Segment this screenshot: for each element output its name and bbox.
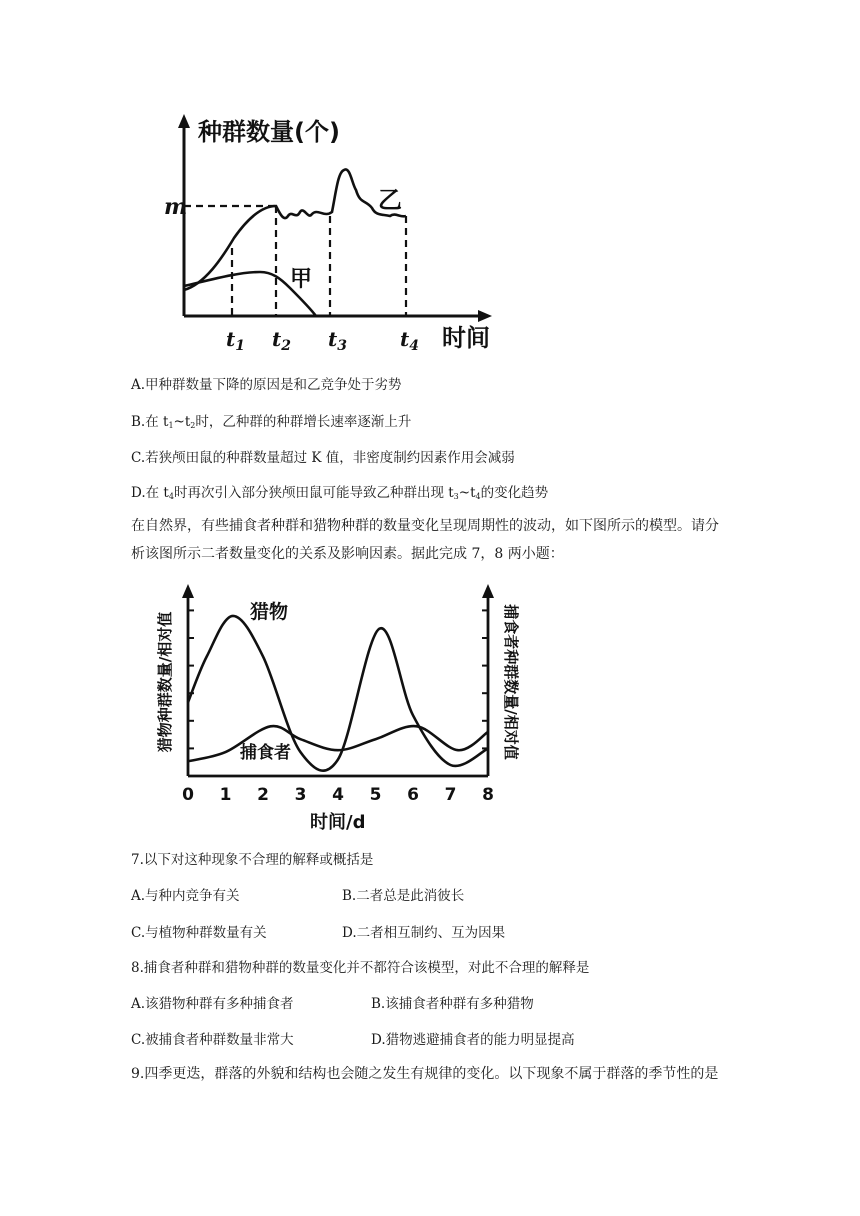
q8-option-a: A.该猎物种群有多种捕食者 (131, 996, 294, 1012)
x-tick-label: 1 (219, 785, 232, 805)
x-axis-label: 时间/d (310, 812, 366, 833)
q6-option-c: C.若狭颅田鼠的种群数量超过 K 值，非密度制约因素作用会减弱 (131, 450, 515, 466)
series-label-jia: 甲 (290, 267, 313, 292)
q7-option-a: A.与种内竞争有关 (131, 888, 240, 904)
intro-paragraph: 在自然界，有些捕食者种群和猎物种群的数量变化呈现周期性的波动，如下图所示的模型。请分析该图所示二者数量变化的关系及影响因素。据此完成 7，8 两小题： (131, 518, 719, 562)
x-tick-label: 0 (182, 785, 194, 805)
q9-stem: 9.四季更迭，群落的外貌和结构也会随之发生有规律的变化。以下现象不属于群落的季节性的是 (131, 1066, 719, 1082)
x-axis-label: 时间 (442, 324, 490, 352)
x-tick-label: 6 (407, 785, 419, 805)
tick-t4: $t_4$ (400, 327, 419, 354)
y-axis-label: 种群数量(个) (198, 118, 340, 146)
q6-option-a: A.甲种群数量下降的原因是和乙竞争处于劣势 (131, 377, 402, 393)
q7-option-b: B.二者总是此消彼长 (342, 888, 465, 904)
m-label: m (164, 194, 188, 220)
x-tick-label: 4 (332, 785, 344, 805)
q6-option-d: D.在 $t_4$时再次引入部分狭颅田鼠可能导致乙种群出现 $t_3\sim t_4$的变化趋势 (131, 485, 549, 501)
x-tick-label: 7 (444, 785, 457, 805)
predator-curve (188, 726, 488, 761)
series-label-prey: 猎物 (250, 601, 289, 623)
q7-option-d: D.二者相互制约、互为因果 (342, 925, 506, 941)
tick-t2: $t_2$ (272, 327, 291, 354)
right-y-axis-label: 捕食者种群数量/相对值 (502, 604, 520, 760)
x-tick-label: 2 (257, 785, 269, 805)
q7-stem: 7.以下对这种现象不合理的解释或概括是 (131, 852, 374, 868)
q8-stem: 8.捕食者种群和猎物种群的数量变化并不都符合该模型，对此不合理的解释是 (131, 960, 590, 976)
x-tick-label: 8 (482, 785, 494, 805)
predator-prey-chart (148, 578, 528, 840)
q8-option-c: C.被捕食者种群数量非常大 (131, 1032, 294, 1048)
tick-t1: $t_1$ (226, 327, 245, 354)
series-label-predator: 捕食者 (240, 743, 291, 763)
left-y-axis-label: 猎物种群数量/相对值 (156, 611, 174, 753)
q8-option-d: D.猎物逃避捕食者的能力明显提高 (371, 1032, 575, 1048)
q8-option-b: B.该捕食者种群有多种猎物 (371, 996, 534, 1012)
x-tick-label: 5 (369, 785, 382, 805)
q6-option-b: B.在 $t_1\sim t_2$时，乙种群的种群增长速率逐渐上升 (131, 414, 412, 430)
q7-option-c: C.与植物种群数量有关 (131, 925, 267, 941)
population-figure-1 (160, 108, 520, 358)
x-tick-label: 3 (294, 785, 307, 805)
series-label-yi: 乙 (378, 186, 402, 214)
tick-t3: $t_3$ (328, 327, 347, 354)
